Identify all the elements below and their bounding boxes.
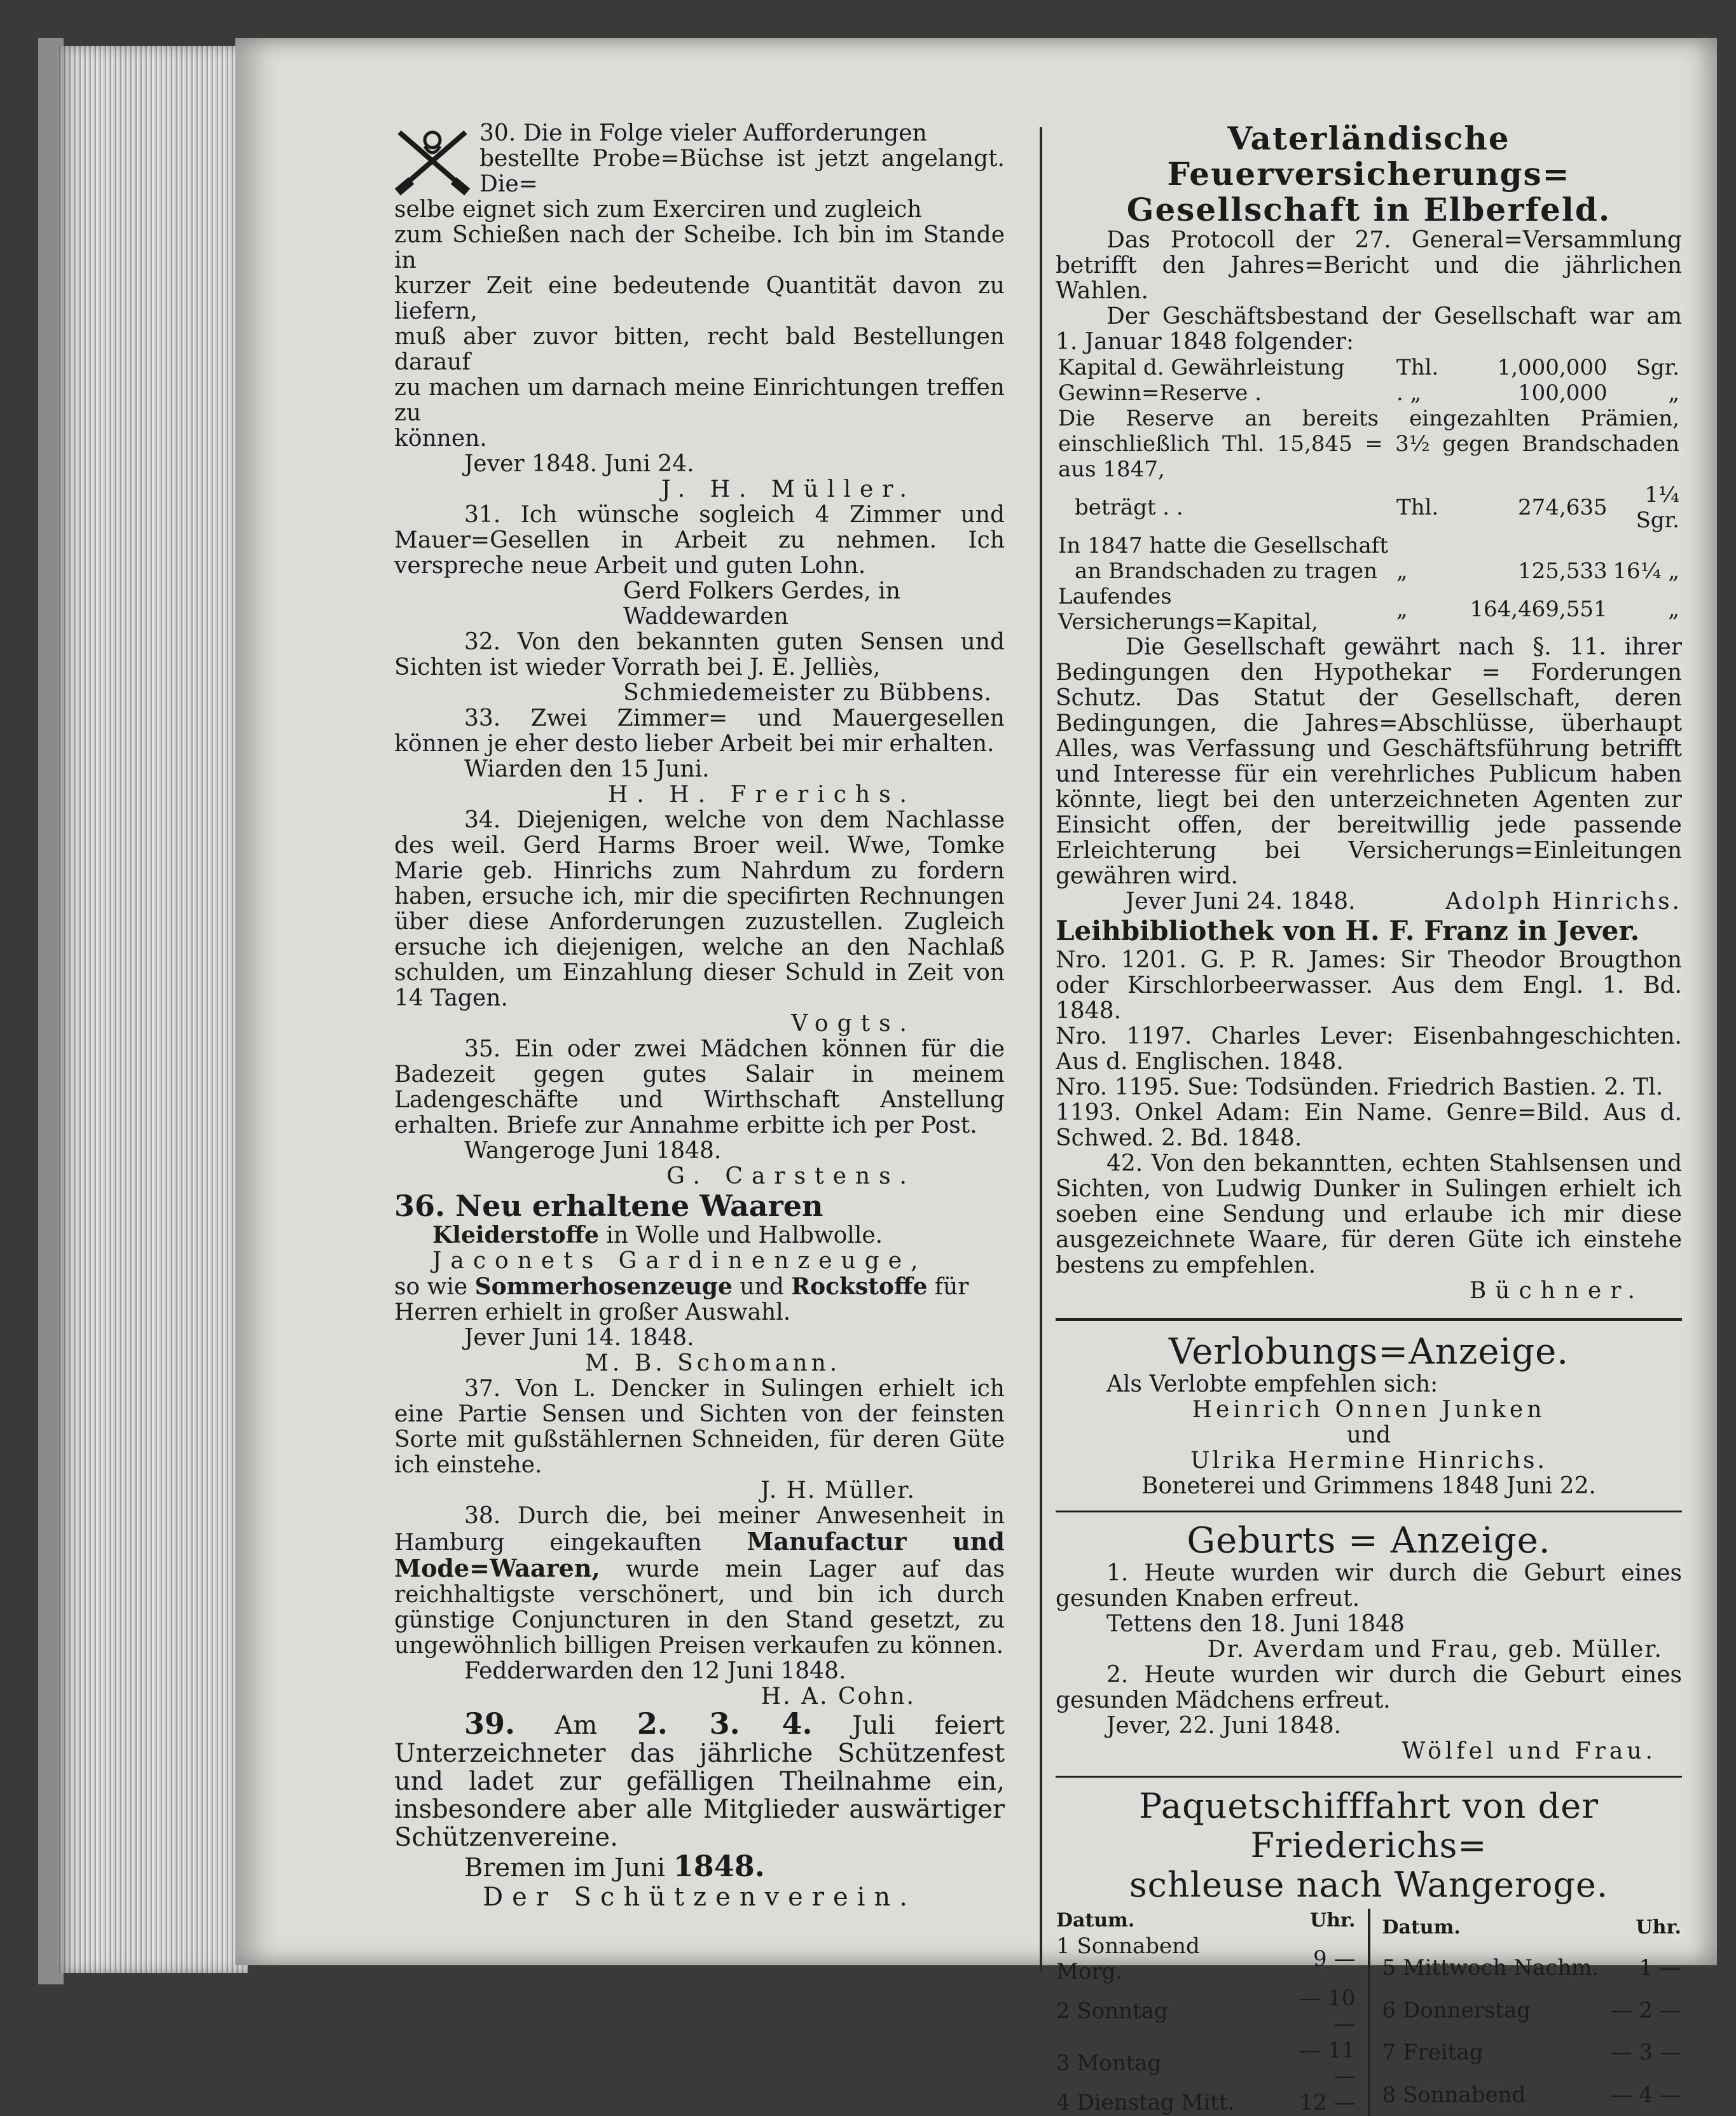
column-header: Datum. [1056, 1909, 1135, 1932]
column-header: Datum. [1382, 1916, 1461, 1939]
ad-34-signature: Vogts. [791, 1011, 916, 1037]
birth-title: Geburts = Anzeige. [1187, 1520, 1551, 1561]
ad-30-line: selbe eignet sich zum Exerciren und zugleich [394, 197, 922, 223]
library-entry: 1193. Onkel Adam: Ein Name. Genre=Bild. Aus d. Schwed. 2. Bd. 1848. [1056, 1100, 1682, 1151]
ad-37-signature: J. H. Müller. [761, 1477, 916, 1504]
ad-35-signature: G. Carstens. [666, 1163, 916, 1189]
ad-39-year: 1848. [673, 1849, 765, 1883]
cell: 1,000,000 [1497, 355, 1608, 380]
ad-32-signature: Schmiedemeister zu Bübbens. [623, 680, 992, 706]
ad-36-bold: Kleiderstoffe [432, 1222, 599, 1248]
ad-38-text-a: 38. Durch die, bei meiner Anwesenheit in Hamburg eingekauften [394, 1503, 1005, 1556]
ad-30-signature: J. H. Müller. [661, 476, 916, 502]
ad-38-bold: Manufactur und Mode=Waaren, [394, 1527, 1005, 1582]
birth-p1: 1. Heute wurden wir durch die Geburt eines gesunden Knaben erfreut. [1056, 1560, 1682, 1612]
cell: 274,635 [1518, 495, 1608, 520]
ad-30-line: 30. Die in Folge vieler Aufforderungen [479, 120, 927, 146]
engagement-title: Verlobungs=Anzeige. [1168, 1331, 1569, 1373]
cell: 9 — [1313, 1946, 1356, 1972]
ferry-title-1: Paquetschifffahrt von der Friederichs= [1138, 1786, 1599, 1865]
ad-32-text: 32. Von den bekannten guten Sensen und Sichten ist wieder Vorrath bei J. E. Jelliès, [394, 629, 1005, 681]
right-column [1056, 121, 1682, 2116]
library-title: Leihbibliothek von H. F. Franz in Jever. [1056, 915, 1640, 946]
birth-notice [1056, 1521, 1682, 1764]
ferry-table-left [1056, 1909, 1356, 2116]
ad-36-line-1 [394, 1222, 1005, 1248]
ad-39-text-a: Am [515, 1711, 637, 1740]
ad-30-line: zum Schießen nach der Scheibe. Ich bin im Stande in [394, 222, 1005, 273]
insurance-p1: Das Protocoll der 27. General=Versammlung betrifft den Jahres=Bericht und die jährlichen Wahlen. [1056, 227, 1682, 304]
ad-36-bold: Rockstoffe [791, 1273, 928, 1300]
insurance-row [1056, 380, 1682, 406]
cell: 8 Sonnabend [1382, 2082, 1526, 2108]
column-header: Uhr. [1310, 1909, 1356, 1932]
ad-36-heading [394, 1189, 1005, 1222]
cell: 125,533 [1518, 558, 1608, 584]
ferry-title-2: schleuse nach Wangeroge. [1129, 1865, 1609, 1905]
insurance-row [1056, 533, 1682, 558]
insurance-p3: Die Gesellschaft gewährt nach §. 11. ihrer Bedingungen den Hypothekar = Forderungen Schutz. Das Statut der Gesellschaft, deren Bedingungen, die Jahres=Abschlüsse, überhaupt Alles, was Verfassung und Geschäftsführung betrifft und Interesse für ein verehrliches Publicum haben könnte, liegt bei den unterzeichneten Agenten zur Einsicht offen, der bereitwillig jede passende Erleichterung bei Versicherungs=Einleitungen gewähren wird. [1056, 634, 1682, 889]
ad-38-text [394, 1504, 1005, 1659]
cell: „ [1668, 380, 1679, 406]
ad-36-number: 36. [394, 1189, 446, 1223]
table-row [1382, 2073, 1683, 2116]
ad-36-place: Jever Juni 14. 1848. [464, 1325, 694, 1351]
cell: 100,000 [1518, 380, 1608, 406]
table-row [1056, 2037, 1356, 2089]
insurance-title-1: Vaterländische Feuerversicherungs= [1167, 120, 1571, 193]
cell: 5 Mittwoch Nachm. [1382, 1955, 1599, 1981]
ad-32 [394, 630, 1005, 706]
birth-p2: 2. Heute wurden wir durch die Geburt eines gesunden Mädchens erfreut. [1056, 1662, 1682, 1713]
birth-signature-1: Dr. Averdam und Frau, geb. Müller. [1207, 1636, 1663, 1663]
ad-30-line: bestellte Probe=Büchse ist jetzt angelangt. Die= [479, 146, 1005, 197]
ad-30-line: können. [394, 425, 487, 452]
cell: Sgr. [1636, 355, 1679, 380]
ad-39-signature: Der Schützenverein. [483, 1883, 916, 1912]
table-row [1382, 1989, 1683, 2031]
ad-36-line-3 [394, 1274, 1005, 1300]
engagement-notice [1056, 1332, 1682, 1499]
ad-39 [394, 1706, 1005, 1912]
ad-36-text: für [927, 1274, 969, 1300]
insurance-place: Jever Juni 24. 1848. [1126, 889, 1356, 915]
insurance-signature: Adolph Hinrichs. [1445, 889, 1682, 915]
table-row [1382, 1947, 1683, 1989]
cell: Thl. [1396, 355, 1439, 380]
table-header [1382, 1909, 1683, 1947]
ad-37-text: 37. Von L. Dencker in Sulingen erhielt ich eine Partie Sensen und Sichten von der feinsten Sorte mit gußstählernen Schneiden, für deren Güte ich einstehe. [394, 1376, 1005, 1478]
insurance-row [1056, 406, 1682, 482]
cell: beträgt . . [1075, 495, 1183, 520]
page-edges [57, 46, 248, 1973]
ad-36-signature: M. B. Schomann. [585, 1350, 841, 1376]
ad-30-line: zu machen um darnach meine Einrichtungen treffen zu [394, 375, 1005, 426]
cell: 4 Dienstag Mitt. [1056, 2090, 1235, 2115]
ad-36-text: so wie [394, 1274, 475, 1300]
ad-31-signature-place: Waddewarden [623, 604, 789, 630]
ad-39-place-text: Bremen im Juni [464, 1853, 673, 1883]
table-row [1056, 1985, 1356, 2037]
library-entry: Nro. 1197. Charles Lever: Eisenbahngeschichten. Aus d. Englischen. 1848. [1056, 1023, 1682, 1075]
ad-30 [394, 121, 1005, 502]
cell: 164,469,551 [1470, 597, 1608, 622]
ferry-notice [1056, 1787, 1682, 2116]
birth-place-1: Tettens den 18. Juni 1848 [1106, 1611, 1405, 1637]
section-rule [1056, 1511, 1682, 1512]
ad-38 [394, 1504, 1005, 1710]
engagement-and: und [1346, 1422, 1391, 1448]
cell: an Brandschaden zu tragen [1075, 558, 1377, 584]
ad-36-line-4: Herren erhielt in großer Auswahl. [394, 1299, 791, 1325]
table-divider [1368, 1909, 1370, 2116]
ad-31-signature: Gerd Folkers Gerdes, in [623, 578, 900, 604]
cell: 3 Montag [1056, 2050, 1162, 2076]
cell: Die Reserve an bereits eingezahlten Prämien, einschließlich Thl. 15,845 = 3½ gegen Brandschaden aus 1847, [1058, 406, 1679, 482]
column-divider [1040, 127, 1042, 1972]
engagement-place: Boneterei und Grimmens 1848 Juni 22. [1141, 1473, 1596, 1499]
ad-36-title: Neu erhaltene Waaren [455, 1189, 823, 1223]
insurance-title-2: Gesellschaft in Elberfeld. [1126, 191, 1611, 228]
insurance-notice [1056, 121, 1682, 915]
ad-39-number: 39. [464, 1706, 516, 1741]
ad-33-signature: H. H. Frerichs. [607, 782, 916, 808]
ad-34 [394, 808, 1005, 1037]
crossed-rifles-icon [394, 121, 471, 197]
ad-30-line: kurzer Zeit eine bedeutende Quantität davon zu liefern, [394, 273, 1005, 324]
section-rule [1056, 1318, 1682, 1321]
ad-38-signature: H. A. Cohn. [761, 1684, 916, 1710]
ad-37 [394, 1376, 1005, 1504]
library-entry: Nro. 1201. G. P. R. James: Sir Theodor Brougthon oder Kirschlorbeerwasser. Aus dem Engl. 1. Bd. 1848. [1056, 947, 1682, 1024]
ad-38-text-b: wurde mein Lager auf das reichhaltigste verschönert, und bin ich durch günstige Conjuncturen in den Stand gesetzt, zu ungewöhnlich billigen Preisen verkaufen zu können. [394, 1556, 1005, 1659]
column-header: Uhr. [1636, 1916, 1681, 1939]
table-header [1056, 1909, 1356, 1933]
newspaper-page [235, 38, 1717, 2115]
insurance-p2: Der Geschäftsbestand der Gesellschaft war am 1. Januar 1848 folgender: [1056, 303, 1682, 355]
ad-31 [394, 502, 1005, 630]
ad-38-place: Fedderwarden den 12 Juni 1848. [464, 1658, 846, 1684]
insurance-row [1056, 584, 1682, 635]
cell: Laufendes Versicherungs=Kapital, [1058, 584, 1318, 635]
birth-signature-2: Wölfel und Frau. [1402, 1738, 1657, 1764]
ad-39-place [394, 1851, 1005, 1883]
ad-30-line: muß aber zuvor bitten, recht bald Bestellungen darauf [394, 324, 1005, 375]
ad-42-signature: Büchner. [1469, 1278, 1644, 1304]
cell: Gewinn=Reserve . [1058, 380, 1262, 406]
library-entry: Nro. 1195. Sue: Todsünden. Friedrich Bastien. 2. Tl. [1056, 1074, 1664, 1100]
cell: — 10 — [1299, 1986, 1356, 2036]
table-row [1056, 2089, 1356, 2116]
left-column [394, 121, 1005, 1912]
cell: — 4 — [1610, 2082, 1681, 2108]
insurance-table [1056, 355, 1682, 635]
cell: Kapital d. Gewährleistung [1058, 355, 1345, 380]
ad-33-place: Wiarden den 15 Juni. [464, 756, 710, 782]
cell: — 3 — [1610, 2040, 1681, 2066]
ad-36 [394, 1189, 1005, 1376]
engagement-intro: Als Verlobte empfehlen sich: [1106, 1371, 1438, 1397]
cell: „ [1396, 597, 1408, 622]
cell: In 1847 hatte die Gesellschaft [1058, 533, 1388, 558]
library-notice [1056, 915, 1682, 1151]
cell: Thl. [1396, 495, 1439, 520]
ad-33-text: 33. Zwei Zimmer= und Mauergesellen können je eher desto lieber Arbeit bei mir erhalten. [394, 705, 1005, 757]
cell: „ [1396, 558, 1408, 584]
section-rule [1056, 1776, 1682, 1778]
ferry-table-right [1382, 1909, 1683, 2116]
ad-39-text [394, 1706, 1005, 1852]
ad-42-text: 42. Von den bekanntten, echten Stahlsensen und Sichten, von Ludwig Dunker in Sulingen erhielt ich soeben eine Sendung und erlaube ich mir diese ausgezeichnete Waare, für deren Güte ich einstehe bestens zu empfehlen. [1056, 1151, 1682, 1278]
insurance-footer [1056, 889, 1682, 915]
insurance-row [1056, 482, 1682, 533]
ad-39-days: 2. 3. 4. [637, 1706, 813, 1741]
cell: — 11 — [1299, 2038, 1356, 2089]
cell: „ [1668, 597, 1679, 622]
ad-42 [1056, 1151, 1682, 1304]
birth-place-2: Jever, 22. Juni 1848. [1106, 1713, 1342, 1739]
cell: 2 Sonntag [1056, 1998, 1168, 2024]
table-row [1382, 2031, 1683, 2073]
cell: 1¼ Sgr. [1636, 482, 1679, 533]
ad-34-text: 34. Diejenigen, welche von dem Nachlasse des weil. Gerd Harms Broer weil. Wwe, Tomke Marie geb. Hinrichs zum Nahrdum zu fordern haben, ersuche ich, mir die specifirten Rechnungen über diese Anforderungen zuzustellen. Zugleich ersuche ich diejenigen, welche an den Nachlaß schulden, um Einzahlung dieser Schuld in Zeit von 14 Tagen. [394, 807, 1005, 1011]
table-row [1056, 1933, 1356, 1985]
ad-36-text: in Wolle und Halbwolle. [598, 1222, 883, 1248]
engagement-name-2: Ulrika Hermine Hinrichs. [1190, 1448, 1547, 1474]
ad-36-bold: Sommerhosenzeuge [474, 1273, 733, 1300]
ad-30-place: Jever 1848. Juni 24. [464, 451, 694, 477]
cell: — 2 — [1610, 1997, 1681, 2023]
cell: 6 Donnerstag [1382, 1997, 1531, 2023]
ad-35 [394, 1037, 1005, 1189]
ad-39-text-b: Juli feiert Unterzeichneter das jährliche Schützenfest und ladet zur gefälligen Theilnahme ein, insbesondere aber alle Mitglieder auswärtiger Schützenvereine. [394, 1711, 1005, 1852]
ad-35-text: 35. Ein oder zwei Mädchen können für die Badezeit gegen gutes Salair in meinem Ladengeschäfte und Wirthschaft Anstellung erhalten. Briefe zur Annahme erbitte ich per Post. [394, 1036, 1005, 1138]
ferry-schedule [1056, 1909, 1682, 2116]
cell: . „ [1396, 380, 1422, 406]
engagement-name-1: Heinrich Onnen Junken [1192, 1397, 1546, 1423]
insurance-row [1056, 558, 1682, 584]
cell: 1 Sonnabend Morg. [1056, 1933, 1200, 1984]
ad-36-line-2: Jaconets Gardinenzeuge, [432, 1248, 927, 1274]
ad-33 [394, 706, 1005, 808]
insurance-row [1056, 355, 1682, 380]
ad-31-text: 31. Ich wünsche sogleich 4 Zimmer und Mauer=Gesellen in Arbeit zu nehmen. Ich verspreche neue Arbeit und guten Lohn. [394, 502, 1005, 579]
cell: 16¼ „ [1613, 558, 1679, 584]
cell: 12 — [1299, 2090, 1356, 2115]
cell: 1 — [1639, 1955, 1681, 1981]
ad-36-text: und [732, 1274, 792, 1300]
ad-35-place: Wangeroge Juni 1848. [464, 1138, 722, 1164]
cell: 7 Freitag [1382, 2040, 1484, 2066]
